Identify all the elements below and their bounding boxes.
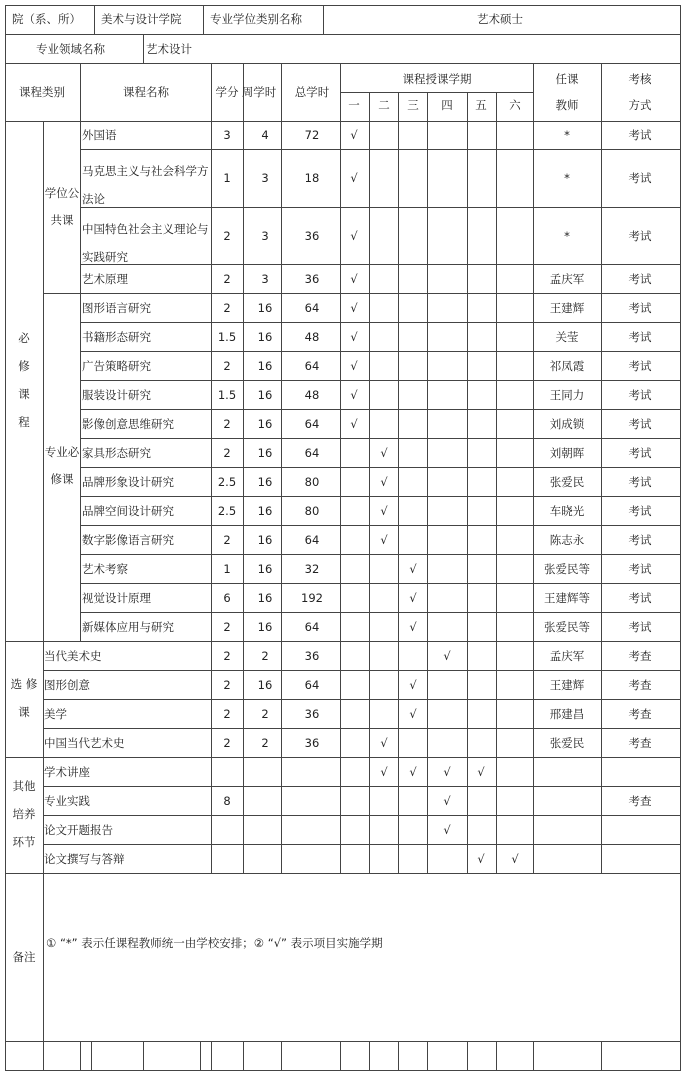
grid-line (5, 5, 681, 6)
course-name: 艺术考察 (82, 561, 128, 576)
course-name: 马克思主义与社会科学方法论 (82, 164, 209, 206)
course-credit: 2 (223, 300, 231, 315)
course-assessment: 考试 (628, 532, 652, 547)
required-char-2: 修 (18, 359, 30, 373)
course-name: 艺术原理 (82, 271, 128, 286)
grid-line (80, 438, 681, 439)
course-credit: 1.5 (217, 329, 237, 344)
course-weekly-hours: 16 (257, 358, 273, 373)
course-teacher: 张爱民 (549, 474, 585, 489)
grid-line (533, 1041, 534, 1071)
course-name: 学术讲座 (44, 764, 90, 779)
col-assess-2: 方式 (628, 98, 652, 112)
course-name: 广告策略研究 (82, 358, 151, 373)
course-total-hours: 64 (304, 445, 320, 460)
course-name: 图形创意 (44, 677, 90, 692)
semester-check-mark: √ (409, 561, 417, 576)
course-weekly-hours: 16 (257, 561, 273, 576)
grid-line (243, 63, 244, 874)
field-value: 艺术设计 (146, 42, 192, 56)
col-weekly: 周学时 (241, 85, 277, 99)
grid-line (43, 121, 44, 1071)
semester-check-mark: √ (350, 128, 358, 142)
course-total-hours: 64 (304, 677, 320, 692)
course-name: 中国特色社会主义理论与实践研究 (82, 222, 209, 264)
course-total-hours: 18 (304, 171, 320, 185)
semester-check-mark: √ (380, 532, 388, 547)
course-credit: 1.5 (217, 387, 237, 402)
course-teacher: 邢建昌 (549, 706, 585, 721)
grid-line (43, 293, 681, 294)
course-credit: 2.5 (217, 474, 237, 489)
grid-line (5, 121, 681, 122)
col-sem-1: 一 (348, 98, 360, 112)
course-teacher: 王建辉 (549, 300, 585, 315)
course-total-hours: 48 (304, 387, 320, 402)
course-weekly-hours: 16 (257, 387, 273, 402)
course-total-hours: 80 (304, 474, 320, 489)
col-credit: 学分 (215, 85, 239, 99)
required-char-3: 课 (18, 387, 30, 401)
other-label-2: 培养 (12, 807, 36, 821)
grid-line (80, 380, 681, 381)
grid-line (680, 5, 681, 1071)
grid-line (80, 322, 681, 323)
grid-line (43, 844, 681, 845)
course-total-hours: 64 (304, 416, 320, 431)
course-assessment: 考试 (628, 300, 652, 315)
course-assessment: 考试 (628, 561, 652, 576)
semester-check-mark: √ (350, 300, 358, 315)
course-weekly-hours: 4 (261, 128, 269, 142)
course-credit: 2 (223, 271, 231, 286)
course-total-hours: 64 (304, 532, 320, 547)
semester-check-mark: √ (380, 735, 388, 750)
col-sem-3: 三 (407, 98, 419, 112)
semester-check-mark: √ (409, 764, 417, 779)
course-assessment: 考查 (628, 735, 652, 750)
course-teacher: 张爱民等 (544, 561, 590, 576)
course-assessment: 考试 (628, 271, 652, 286)
course-credit: 2 (223, 358, 231, 373)
course-teacher: 陈志永 (549, 532, 585, 547)
course-total-hours: 72 (304, 128, 320, 142)
course-name: 品牌形象设计研究 (82, 474, 174, 489)
public-group-label-1: 学位公 (44, 186, 80, 200)
course-teacher: 孟庆军 (549, 648, 585, 663)
course-weekly-hours: 16 (257, 300, 273, 315)
course-teacher: 王建辉等 (544, 590, 590, 605)
course-weekly-hours: 3 (261, 228, 269, 243)
grid-line (94, 5, 95, 35)
col-total: 总学时 (294, 85, 330, 99)
grid-line (281, 63, 282, 874)
semester-check-mark: √ (409, 590, 417, 605)
semester-check-mark: √ (477, 851, 485, 866)
course-assessment: 考试 (628, 503, 652, 518)
course-teacher: * (564, 228, 570, 243)
grid-line (281, 1041, 282, 1071)
col-category: 课程类别 (19, 85, 65, 99)
course-weekly-hours: 2 (261, 706, 269, 721)
grid-line (496, 1041, 497, 1071)
course-name: 视觉设计原理 (82, 590, 151, 605)
grid-line (369, 1041, 370, 1071)
grid-line (398, 92, 399, 874)
grid-line (80, 525, 681, 526)
semester-check-mark: √ (443, 648, 451, 663)
grid-line (143, 1041, 144, 1071)
course-weekly-hours: 16 (257, 503, 273, 518)
grid-line (80, 467, 681, 468)
course-total-hours: 36 (304, 648, 320, 663)
course-weekly-hours: 2 (261, 735, 269, 750)
col-name: 课程名称 (123, 85, 169, 99)
semester-check-mark: √ (409, 677, 417, 692)
grid-line (340, 63, 341, 874)
dept-label: 院（系、所） (12, 12, 81, 26)
course-teacher: 车晓光 (549, 503, 585, 518)
grid-line (203, 5, 204, 35)
grid-line (5, 757, 681, 758)
elective-label-1: 选 修 (10, 677, 38, 691)
course-assessment: 考查 (628, 706, 652, 721)
major-group-label-2: 修课 (50, 472, 74, 486)
course-weekly-hours: 2 (261, 648, 269, 663)
course-credit: 2 (223, 532, 231, 547)
course-weekly-hours: 16 (257, 677, 273, 692)
course-credit: 2 (223, 735, 231, 750)
grid-line (5, 1070, 681, 1071)
course-name: 论文开题报告 (44, 822, 113, 837)
course-teacher: 祁凤霞 (549, 358, 585, 373)
course-assessment: 考试 (628, 329, 652, 344)
grid-line (80, 149, 681, 150)
course-total-hours: 32 (304, 561, 320, 576)
field-label: 专业领域名称 (36, 42, 105, 56)
grid-line (496, 92, 497, 874)
grid-line (601, 1041, 602, 1071)
semester-check-mark: √ (350, 329, 358, 344)
course-teacher: 王建辉 (549, 677, 585, 692)
grid-line (340, 1041, 341, 1071)
semester-check-mark: √ (380, 764, 388, 779)
col-sem-2: 二 (378, 98, 390, 112)
semester-check-mark: √ (350, 387, 358, 402)
course-teacher: * (564, 171, 570, 185)
grid-line (211, 63, 212, 874)
grid-line (80, 409, 681, 410)
course-name: 书籍形态研究 (82, 329, 151, 344)
course-total-hours: 80 (304, 503, 320, 518)
grid-line (43, 786, 681, 787)
course-credit: 3 (223, 128, 231, 142)
notes-text: ① “*” 表示任课程教师统一由学校安排；② “√” 表示项目实施学期 (46, 936, 383, 950)
required-char-1: 必 (18, 331, 30, 345)
grid-line (91, 1041, 92, 1071)
course-name: 中国当代艺术史 (44, 735, 125, 750)
semester-check-mark: √ (380, 503, 388, 518)
course-assessment: 考查 (628, 677, 652, 692)
course-weekly-hours: 16 (257, 474, 273, 489)
course-credit: 6 (223, 590, 231, 605)
grid-line (467, 92, 468, 874)
course-assessment: 考试 (628, 358, 652, 373)
course-teacher: 王同力 (549, 387, 585, 402)
grid-line (398, 1041, 399, 1071)
semester-check-mark: √ (477, 764, 485, 779)
grid-line (80, 496, 681, 497)
semester-check-mark: √ (443, 822, 451, 837)
course-total-hours: 192 (301, 590, 323, 605)
course-teacher: * (564, 128, 570, 142)
course-assessment: 考试 (628, 474, 652, 489)
semester-check-mark: √ (511, 851, 519, 866)
course-credit: 2 (223, 445, 231, 460)
semester-check-mark: √ (380, 474, 388, 489)
course-total-hours: 64 (304, 358, 320, 373)
col-teacher-1: 任课 (555, 72, 579, 86)
grid-line (80, 554, 681, 555)
semester-check-mark: √ (409, 706, 417, 721)
course-teacher: 孟庆军 (549, 271, 585, 286)
course-credit: 2 (223, 228, 231, 243)
course-name: 论文撰写与答辩 (44, 851, 125, 866)
course-total-hours: 64 (304, 300, 320, 315)
semester-check-mark: √ (380, 445, 388, 460)
grid-line (427, 92, 428, 874)
grid-line (533, 63, 534, 874)
course-assessment: 考查 (628, 793, 652, 808)
course-assessment: 考查 (628, 648, 652, 663)
course-name: 影像创意思维研究 (82, 416, 174, 431)
course-credit: 1 (223, 171, 231, 185)
course-name: 外国语 (82, 128, 117, 142)
grid-line (80, 1041, 81, 1071)
semester-check-mark: √ (350, 171, 358, 185)
course-assessment: 考试 (628, 590, 652, 605)
col-sem-4: 四 (441, 98, 453, 112)
semester-check-mark: √ (350, 416, 358, 431)
course-weekly-hours: 16 (257, 590, 273, 605)
course-credit: 2 (223, 416, 231, 431)
semester-check-mark: √ (443, 793, 451, 808)
course-credit: 2 (223, 706, 231, 721)
required-char-4: 程 (18, 415, 30, 429)
course-teacher: 关莹 (555, 329, 579, 344)
grid-line (5, 5, 6, 1071)
col-teacher-2: 教师 (555, 98, 579, 112)
other-label-1: 其他 (12, 779, 36, 793)
course-teacher: 刘朝晖 (549, 445, 585, 460)
semester-check-mark: √ (350, 358, 358, 373)
course-name: 家具形态研究 (82, 445, 151, 460)
grid-line (5, 641, 681, 642)
semester-check-mark: √ (350, 271, 358, 286)
course-credit: 2 (223, 619, 231, 634)
course-total-hours: 36 (304, 735, 320, 750)
course-name: 美学 (44, 706, 67, 721)
grid-line (80, 612, 681, 613)
col-sem-5: 五 (475, 98, 487, 112)
course-assessment: 考试 (628, 387, 652, 402)
course-teacher: 刘成锁 (549, 416, 585, 431)
degree-type-label: 专业学位类别名称 (210, 12, 302, 26)
course-assessment: 考试 (628, 128, 652, 142)
dept-value: 美术与设计学院 (101, 12, 182, 26)
course-weekly-hours: 3 (261, 171, 269, 185)
public-group-label-2: 共课 (50, 213, 74, 227)
course-weekly-hours: 3 (261, 271, 269, 286)
course-assessment: 考试 (628, 445, 652, 460)
col-assess-1: 考核 (628, 72, 652, 86)
notes-label: 备注 (12, 950, 36, 964)
grid-line (243, 1041, 244, 1071)
grid-line (43, 728, 681, 729)
grid-line (80, 351, 681, 352)
grid-line (5, 873, 681, 874)
course-credit: 2.5 (217, 503, 237, 518)
semester-check-mark: √ (350, 228, 358, 243)
grid-line (369, 92, 370, 874)
major-group-label-1: 专业必 (44, 445, 80, 459)
grid-line (427, 1041, 428, 1071)
course-name: 专业实践 (44, 793, 90, 808)
course-credit: 8 (223, 793, 231, 808)
grid-line (5, 1041, 681, 1042)
course-assessment: 考试 (628, 228, 652, 243)
grid-line (80, 63, 81, 642)
grid-line (323, 5, 324, 35)
course-name: 当代美术史 (44, 648, 102, 663)
elective-label-2: 课 (18, 705, 30, 719)
grid-line (43, 670, 681, 671)
course-teacher: 张爱民等 (544, 619, 590, 634)
course-total-hours: 48 (304, 329, 320, 344)
grid-line (467, 1041, 468, 1071)
course-credit: 2 (223, 648, 231, 663)
course-weekly-hours: 16 (257, 416, 273, 431)
course-credit: 2 (223, 677, 231, 692)
course-credit: 1 (223, 561, 231, 576)
degree-type-value: 艺术硕士 (477, 12, 523, 26)
grid-line (43, 815, 681, 816)
course-assessment: 考试 (628, 619, 652, 634)
course-weekly-hours: 16 (257, 445, 273, 460)
grid-line (601, 63, 602, 874)
course-name: 品牌空间设计研究 (82, 503, 174, 518)
col-sem-6: 六 (509, 98, 521, 112)
course-total-hours: 36 (304, 271, 320, 286)
course-teacher: 张爱民 (549, 735, 585, 750)
course-total-hours: 36 (304, 706, 320, 721)
grid-line (200, 1041, 201, 1071)
course-total-hours: 64 (304, 619, 320, 634)
course-weekly-hours: 16 (257, 532, 273, 547)
grid-line (80, 583, 681, 584)
semester-check-mark: √ (409, 619, 417, 634)
course-weekly-hours: 16 (257, 329, 273, 344)
course-name: 新媒体应用与研究 (82, 619, 174, 634)
col-semester-group: 课程授课学期 (402, 72, 472, 86)
grid-line (5, 34, 681, 35)
grid-line (43, 699, 681, 700)
course-name: 服装设计研究 (82, 387, 151, 402)
course-assessment: 考试 (628, 416, 652, 431)
course-assessment: 考试 (628, 171, 652, 185)
other-label-3: 环节 (12, 835, 36, 849)
course-total-hours: 36 (304, 228, 320, 243)
course-weekly-hours: 16 (257, 619, 273, 634)
semester-check-mark: √ (443, 764, 451, 779)
grid-line (143, 34, 144, 64)
course-name: 数字影像语言研究 (82, 532, 174, 547)
grid-line (211, 1041, 212, 1071)
course-name: 图形语言研究 (82, 300, 151, 315)
grid-line (5, 63, 681, 64)
